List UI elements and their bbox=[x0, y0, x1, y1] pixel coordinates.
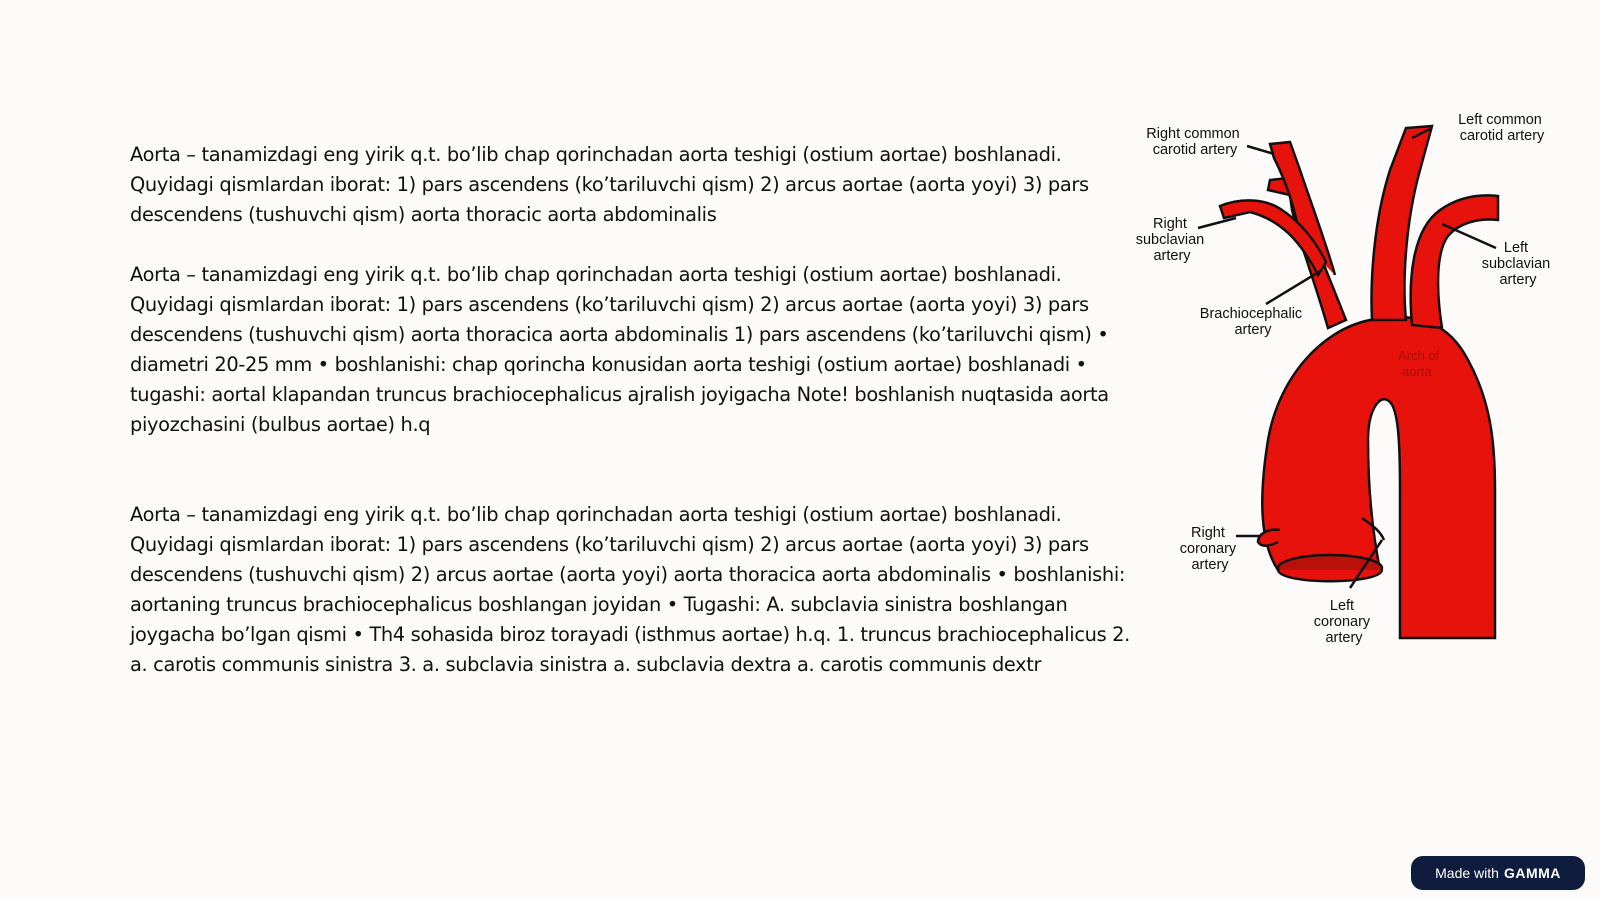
aorta-vessel bbox=[1262, 317, 1495, 638]
leader-lsa bbox=[1442, 224, 1496, 248]
right-coronary-vessel bbox=[1258, 530, 1280, 546]
aorta-diagram bbox=[1135, 110, 1590, 670]
made-with-gamma-badge[interactable] bbox=[1411, 856, 1585, 890]
aortic-root-rim bbox=[1278, 570, 1382, 581]
leader-rsa bbox=[1198, 218, 1236, 228]
leader-bca bbox=[1266, 270, 1322, 304]
label-right-common-carotid: Right common carotid artery bbox=[1146, 126, 1240, 158]
paragraph-3: Aorta – tanamizdagi eng yirik q.t. bo’lib chap qorinchadan aorta teshigi (ostium aortae) boshlanadi. Quyidagi qismlardan iborat: 1) pars ascendens (ko’tariluvchi qism) 2) arcus aortae (aorta yoyi) 3) pars descendens (tushuvchi qism) 2) arcus aortae (aorta yoyi) aorta thoracica aorta abdominalis • boshlanishi: aortaning truncus brachiocephalicus boshlangan joyidan • Tugashi: A. subclavia sinistra boshlangan joygacha bo’lgan qismi • Th4 sohasida biroz torayadi (isthmus aortae) h.q. 1. truncus brachiocephalicus 2. a. carotis communis sinistra 3. a. subclavia sinistra a. subclavia dextra a. carotis communis dextr bbox=[130, 503, 1130, 676]
aorta-diagram-svg bbox=[1135, 110, 1590, 670]
paragraph-1: Aorta – tanamizdagi eng yirik q.t. bo’lib chap qorinchadan aorta teshigi (ostium aortae) boshlanadi. Quyidagi qismlardan iborat: 1) pars ascendens (ko’tariluvchi qism) 2) arcus aortae (aorta yoyi) 3) pars descendens (tushuvchi qism) aorta thoracic aorta abdominalis bbox=[130, 143, 1089, 226]
arch-label-faint-2: aorta bbox=[1402, 364, 1432, 379]
label-left-subclavian: Left subclavian artery bbox=[1481, 240, 1551, 288]
label-left-coronary: Left coronary artery bbox=[1313, 598, 1371, 646]
label-left-common-carotid: Left common carotid artery bbox=[1458, 112, 1545, 144]
label-right-subclavian: Right subclavian artery bbox=[1135, 216, 1205, 264]
label-right-coronary: Right coronary artery bbox=[1179, 525, 1237, 573]
badge-prefix: Made with bbox=[1435, 865, 1499, 881]
arch-label-faint: Arch of bbox=[1398, 348, 1440, 363]
paragraph-2: Aorta – tanamizdagi eng yirik q.t. bo’lib chap qorinchadan aorta teshigi (ostium aortae) boshlanadi. Quyidagi qismlardan iborat: 1) pars ascendens (ko’tariluvchi qism) 2) arcus aortae (aorta yoyi) 3) pars descendens (tushuvchi qism) aorta thoracica aorta abdominalis 1) pars ascendens (ko’tariluvchi qism) • diametri 20-25 mm • boshlanishi: chap qorincha konusidan aorta teshigi (ostium aortae) boshlanadi • tugashi: aortal klapandan truncus brachiocephalicus ajralish joyigacha Note! boshlanish nuqtasida aorta piyozchasini (bulbus aortae) h.q bbox=[130, 263, 1109, 436]
gamma-logo-text: GAMMA bbox=[1503, 865, 1561, 881]
label-brachiocephalic: Brachiocephalic artery bbox=[1199, 306, 1303, 338]
